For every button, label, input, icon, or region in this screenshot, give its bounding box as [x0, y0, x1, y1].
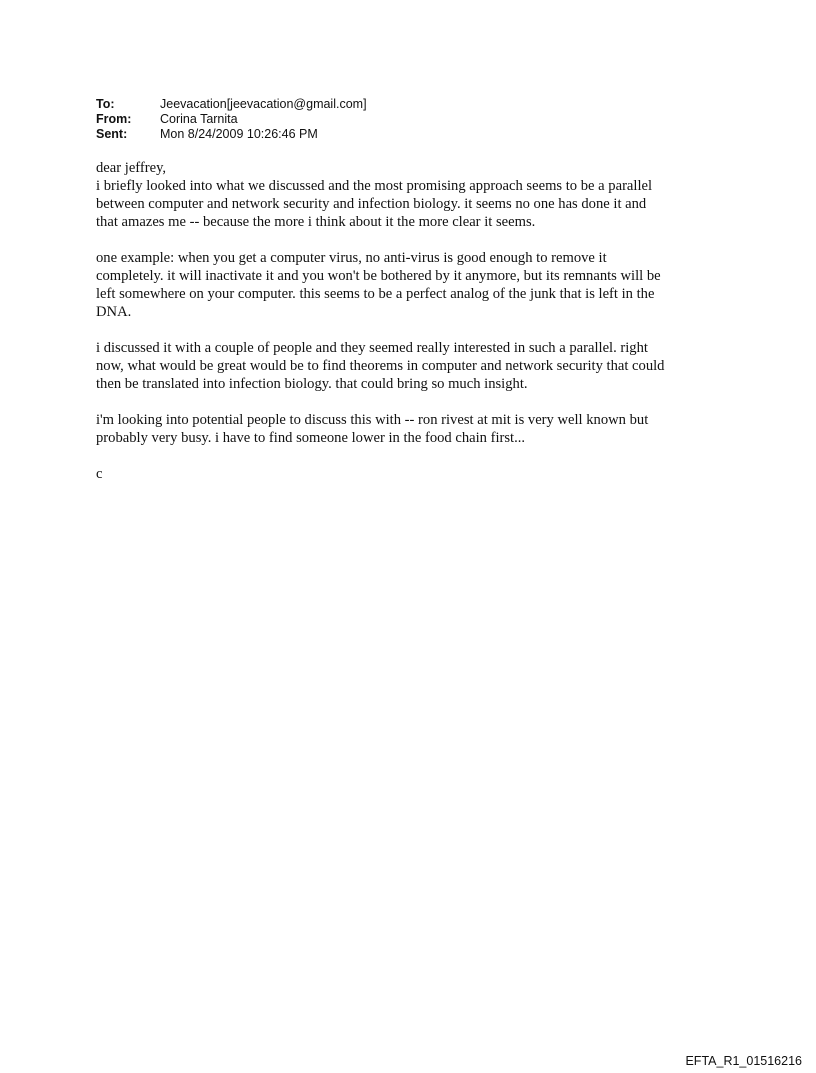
email-body — [96, 159, 736, 501]
paragraph-4: i'm looking into potential people to discuss this with -- ron rivest at mit is very well known but probably very busy. i have to find someone lower in the food chain first... — [96, 412, 649, 446]
from-label: From: — [96, 112, 132, 126]
from-value: Corina Tarnita — [160, 112, 238, 126]
email-header — [96, 97, 367, 142]
document-id: EFTA_R1_01516216 — [685, 1054, 802, 1068]
to-value: Jeevacation[jeevacation@gmail.com] — [160, 97, 367, 111]
to-row — [96, 97, 367, 112]
signature: c — [96, 466, 103, 482]
from-row — [96, 112, 367, 127]
sent-row — [96, 127, 367, 142]
sent-label: Sent: — [96, 127, 128, 141]
to-label: To: — [96, 97, 115, 111]
paragraph-3: i discussed it with a couple of people and they seemed really interested in such a parallel. right now, what would be great would be to find theorems in computer and network security that could then be translated into infection biology. that could bring so much insight. — [96, 340, 665, 392]
paragraph-1: i briefly looked into what we discussed and the most promising approach seems to be a parallel between computer and network security and infection biology. it seems no one has done it and that amazes me -- because the more i think about it the more clear it seems. — [96, 178, 653, 230]
paragraph-2: one example: when you get a computer virus, no anti-virus is good enough to remove it completely. it will inactivate it and you won't be bothered by it anymore, but its remnants will be left somewhere on your computer. this seems to be a perfect analog of the junk that is left in the DNA. — [96, 250, 661, 320]
greeting: dear jeffrey, — [96, 160, 167, 176]
sent-value: Mon 8/24/2009 10:26:46 PM — [160, 127, 318, 141]
